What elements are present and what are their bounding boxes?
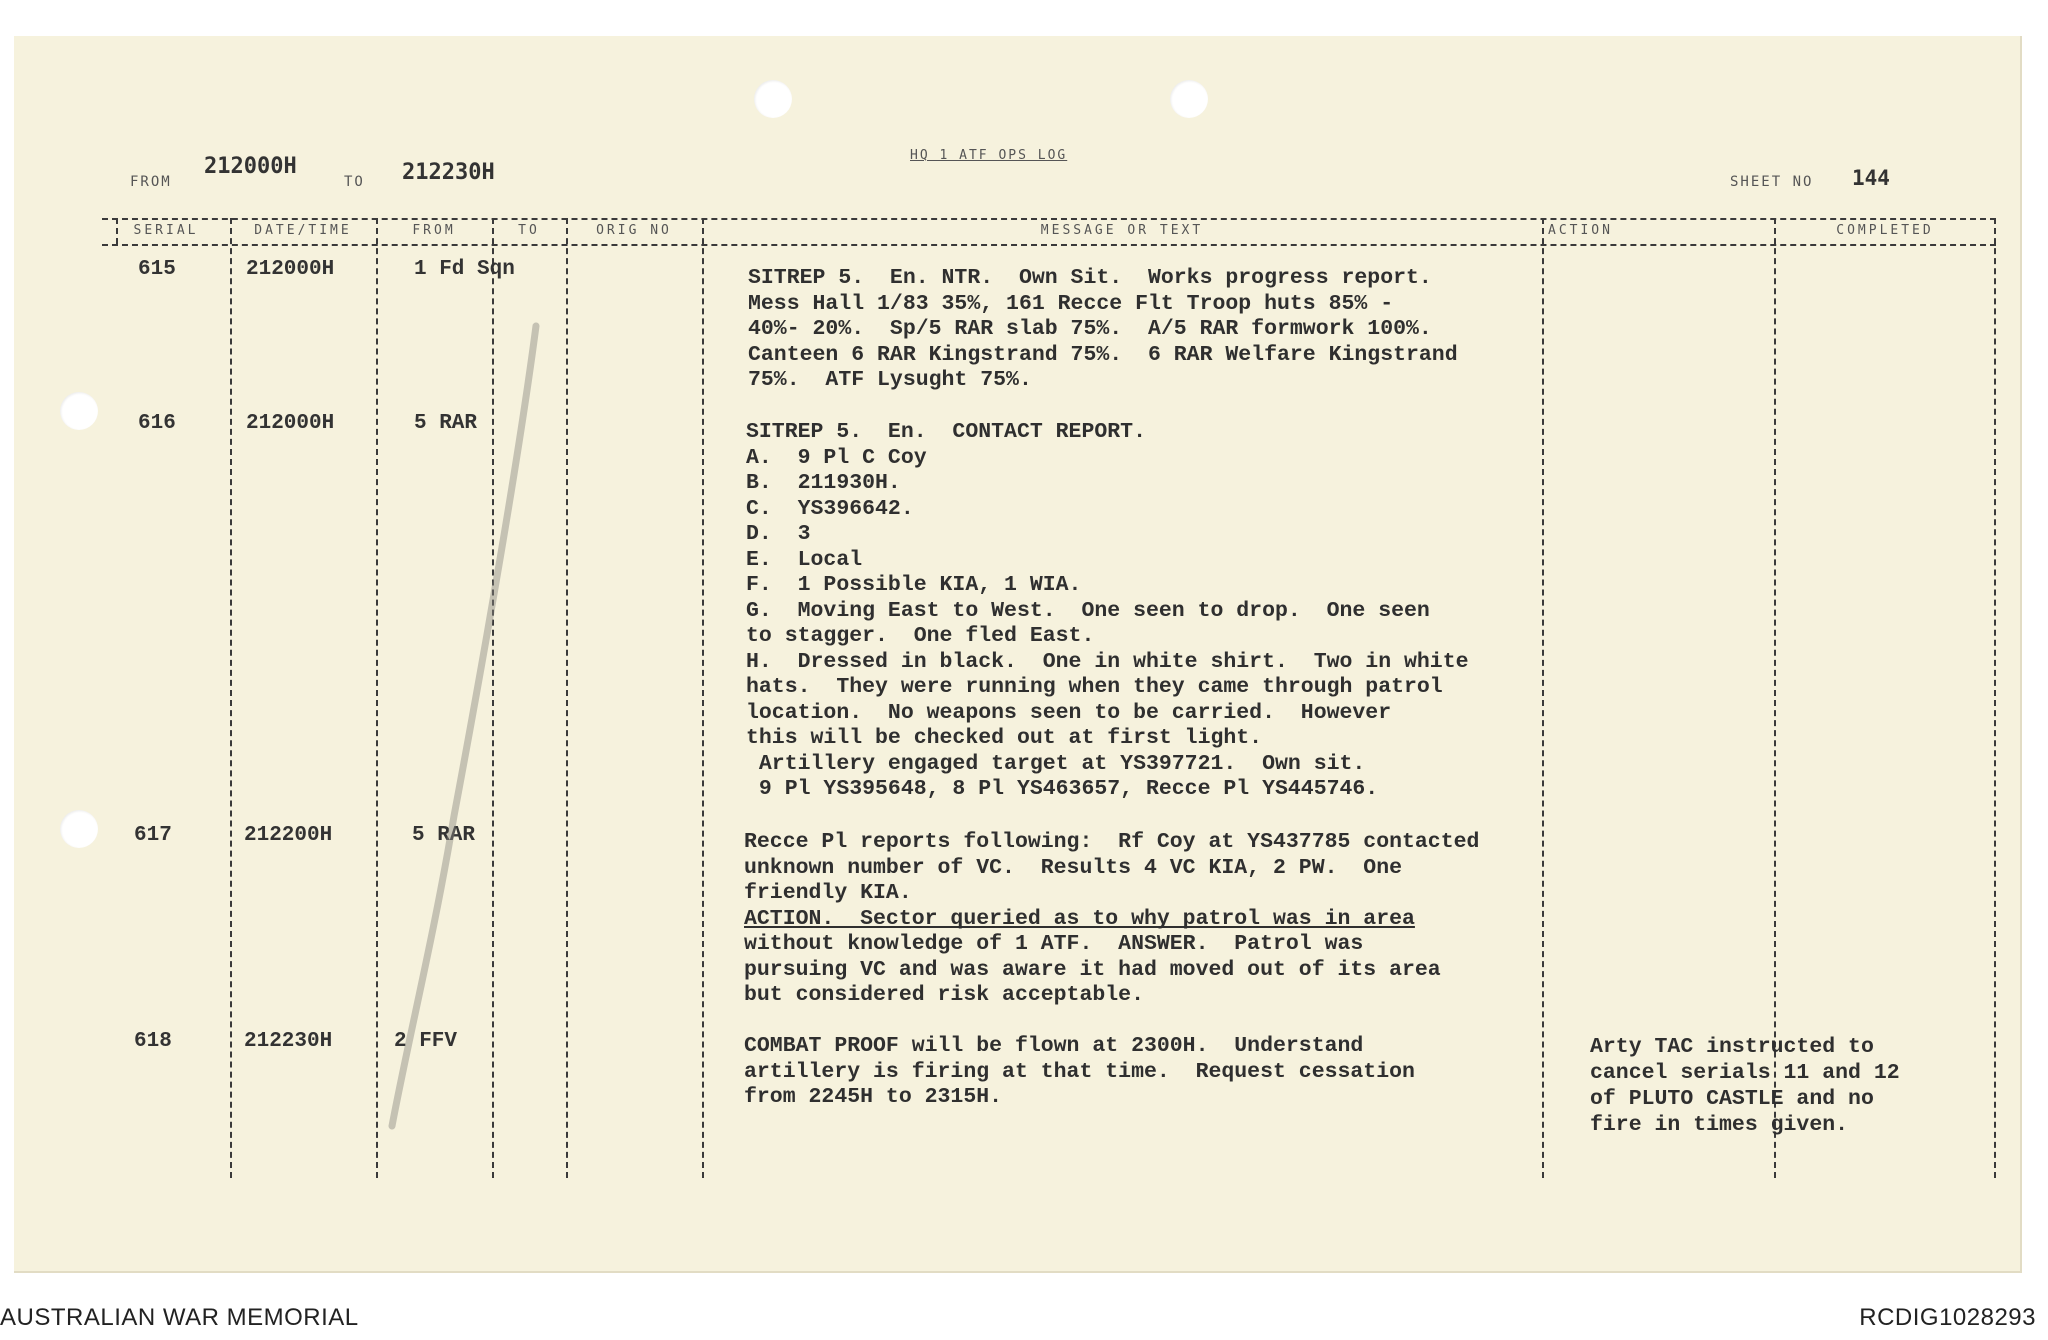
- log-sheet: [14, 36, 2022, 1273]
- message-line: C. YS396642.: [746, 496, 914, 521]
- message-line: COMBAT PROOF will be flown at 2300H. Understand: [744, 1034, 1364, 1058]
- entry-datetime: 212000H: [246, 412, 335, 435]
- footer-archive-name: AUSTRALIAN WAR MEMORIAL: [0, 1304, 359, 1331]
- action-line: Arty TAC instructed to: [1590, 1035, 1874, 1059]
- sheet-label: SHEET NO: [1730, 174, 1814, 190]
- entry-datetime: 212000H: [246, 258, 335, 281]
- log-title: HQ 1 ATF OPS LOG: [910, 148, 1068, 163]
- entry-serial: 617: [134, 824, 172, 847]
- col-action: ACTION: [1548, 223, 1613, 238]
- entry-serial: 615: [138, 258, 176, 281]
- message-line: artillery is firing at that time. Request cessation: [744, 1059, 1415, 1084]
- col-orig-no: ORIG NO: [596, 223, 672, 238]
- pencil-mark: [14, 36, 2020, 1271]
- message-line: ACTION. Sector queried as to why patrol was in area: [744, 906, 1415, 931]
- message-line: B. 211930H.: [746, 471, 901, 495]
- entry-datetime: 212230H: [244, 1030, 333, 1053]
- message-line: Artillery engaged target at YS397721. Own sit.: [746, 751, 1366, 776]
- message-line: 40%- 20%. Sp/5 RAR slab 75%. A/5 RAR formwork 100%.: [748, 317, 1432, 341]
- message-line: from 2245H to 2315H.: [744, 1085, 1003, 1109]
- message-line: 75%. ATF Lysught 75%.: [748, 368, 1032, 392]
- col-to: TO: [518, 223, 540, 238]
- message-line: Canteen 6 RAR Kingstrand 75%. 6 RAR Welfare Kingstrand: [748, 342, 1458, 367]
- col-completed: COMPLETED: [1836, 223, 1934, 238]
- message-line: SITREP 5. En. NTR. Own Sit. Works progress report.: [748, 266, 1432, 290]
- message-line: D. 3: [746, 522, 811, 546]
- message-line: pursuing VC and was aware it had moved out of its area: [744, 957, 1441, 982]
- message-line: F. 1 Possible KIA, 1 WIA.: [746, 573, 1082, 597]
- message-line: location. No weapons seen to be carried. However: [746, 700, 1392, 725]
- sheet-number: 144: [1852, 166, 1890, 190]
- col-serial: SERIAL: [133, 223, 199, 238]
- to-value: 212230H: [402, 160, 495, 185]
- from-label: FROM: [130, 174, 172, 190]
- message-line: unknown number of VC. Results 4 VC KIA, 2 PW. One: [744, 855, 1403, 880]
- from-value: 212000H: [204, 154, 297, 179]
- message-line: without knowledge of 1 ATF. ANSWER. Patrol was: [744, 932, 1364, 956]
- footer-record-id: RCDIG1028293: [1859, 1304, 2036, 1331]
- message-line: but considered risk acceptable.: [744, 983, 1144, 1007]
- message-line: A. 9 Pl C Coy: [746, 445, 927, 470]
- action-line: fire in times given.: [1590, 1113, 1849, 1137]
- entry-from: 5 RAR: [414, 412, 478, 435]
- entry-serial: 616: [138, 412, 176, 435]
- action-line: cancel serials 11 and 12: [1590, 1061, 1900, 1085]
- message-line: this will be checked out at first light.: [746, 726, 1263, 750]
- message-line: E. Local: [746, 547, 863, 572]
- entry-datetime: 212200H: [244, 824, 333, 847]
- to-label: TO: [344, 174, 365, 190]
- message-line: G. Moving East to West. One seen to drop. One seen: [746, 598, 1430, 623]
- message-line: Mess Hall 1/83 35%, 161 Recce Flt Troop huts 85% -: [748, 291, 1394, 316]
- entry-from: 1 Fd Sqn: [414, 258, 515, 281]
- col-message: MESSAGE OR TEXT: [1040, 223, 1204, 238]
- message-line: H. Dressed in black. One in white shirt. Two in white: [746, 649, 1469, 674]
- message-line: hats. They were running when they came through patrol: [746, 675, 1443, 699]
- col-from: FROM: [412, 223, 456, 238]
- message-line: to stagger. One fled East.: [746, 624, 1095, 648]
- action-line: of PLUTO CASTLE and no: [1590, 1087, 1874, 1111]
- entry-from: 5 RAR: [412, 824, 476, 847]
- message-line: friendly KIA.: [744, 881, 912, 905]
- message-line: Recce Pl reports following: Rf Coy at YS437785 contacted: [744, 830, 1480, 854]
- entry-from: 2 FFV: [394, 1030, 458, 1053]
- entry-serial: 618: [134, 1030, 172, 1053]
- message-line: 9 Pl YS395648, 8 Pl YS463657, Recce Pl YS445746.: [746, 777, 1379, 801]
- message-line: SITREP 5. En. CONTACT REPORT.: [746, 420, 1146, 444]
- col-datetime: DATE/TIME: [254, 223, 352, 238]
